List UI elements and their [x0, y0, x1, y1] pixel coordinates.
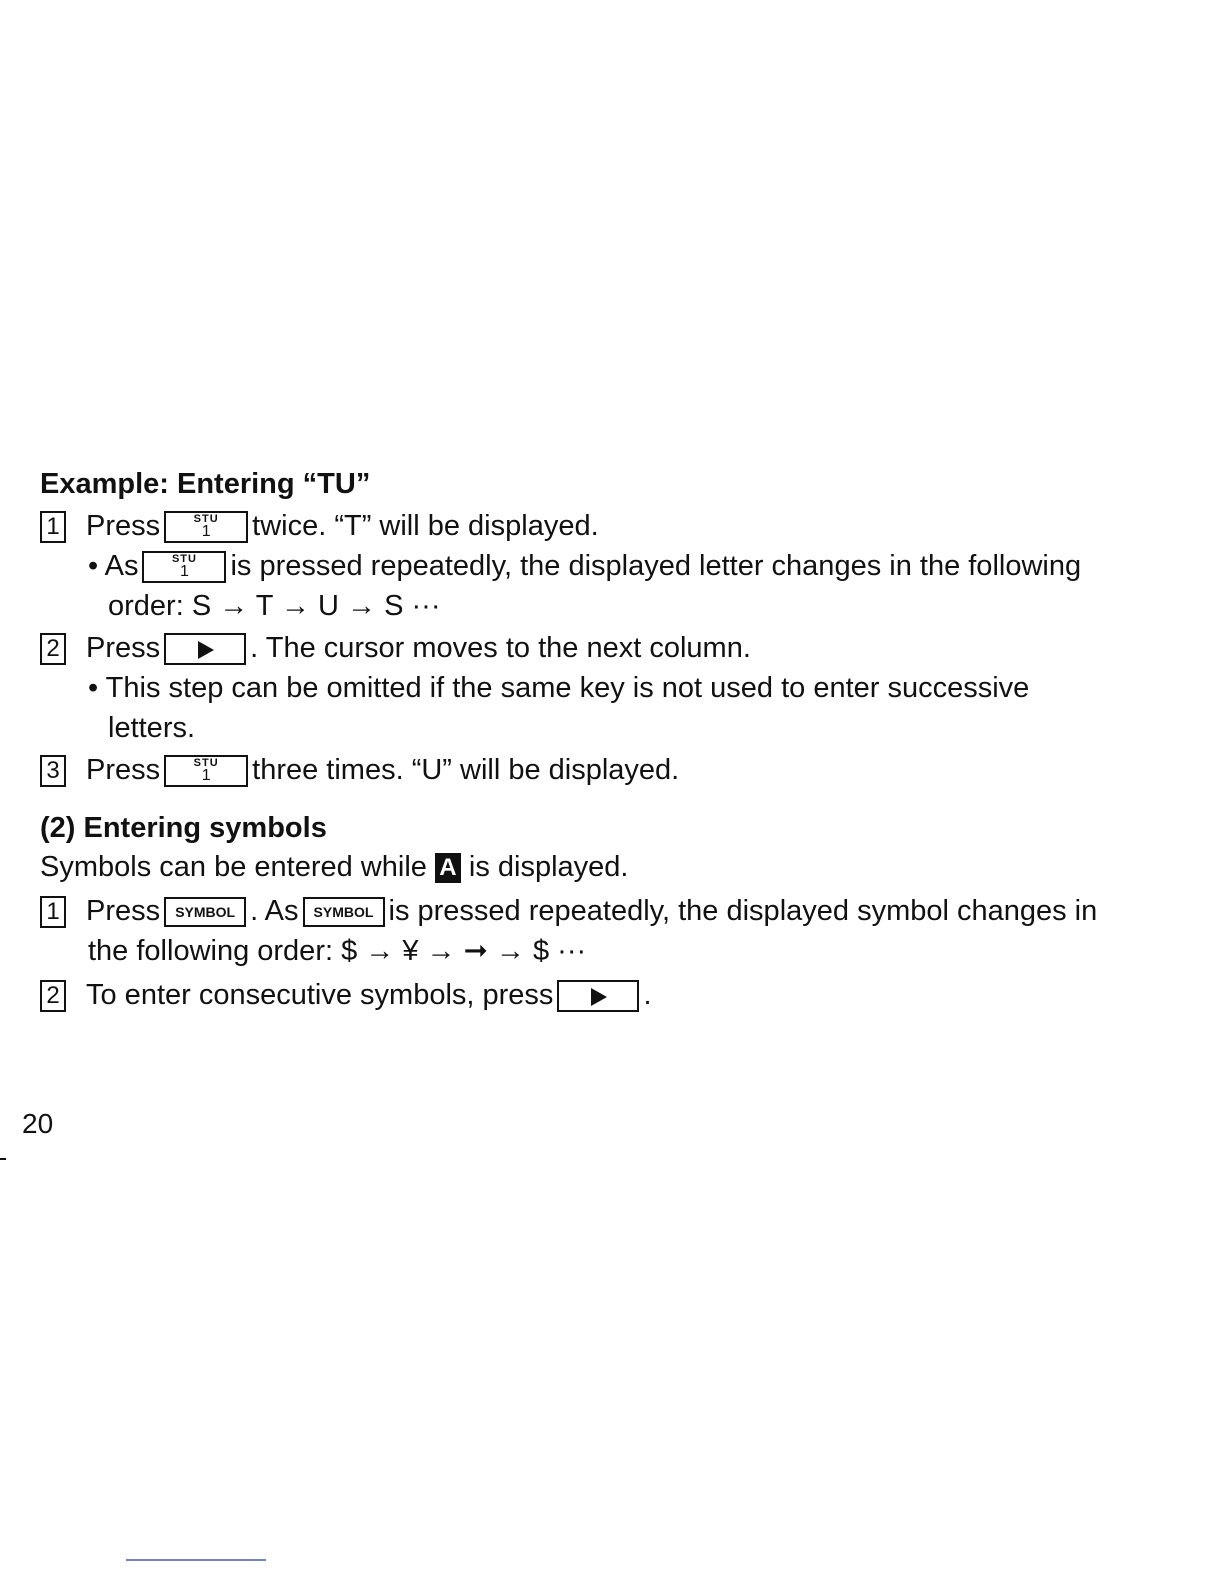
intro-text: is displayed. [468, 851, 629, 883]
step-text: Press [86, 510, 161, 542]
bullet-note-2-continuation: letters. [108, 712, 196, 744]
step-text: twice. “T” will be displayed. [252, 510, 599, 542]
step-text: three times. “U” will be displayed. [252, 754, 680, 786]
step-text: Press [86, 632, 161, 664]
key-label-bottom: 1 [180, 563, 189, 581]
symbols-step-1 [40, 893, 1097, 929]
cursor-right-key [557, 980, 639, 1012]
step-number: 1 [40, 896, 66, 928]
symbol-key: SYMBOL [303, 897, 385, 927]
key-label-top: STU [193, 513, 219, 526]
stu-key [164, 511, 248, 543]
example-heading: Example: Entering “TU” [40, 468, 371, 500]
bullet-note-1-continuation: order: S → T → U → S ··· [108, 590, 441, 622]
right-triangle-icon [591, 988, 607, 1006]
alpha-mode-indicator: A [435, 853, 461, 883]
key-label-top: STU [171, 553, 197, 566]
symbols-intro [40, 849, 628, 885]
example-step-3 [40, 752, 679, 788]
example-step-1 [40, 508, 599, 544]
example-step-2 [40, 630, 751, 666]
step-number: 2 [40, 980, 66, 1012]
right-triangle-icon [198, 641, 214, 659]
key-label-top: STU [193, 757, 219, 770]
step-number: 2 [40, 633, 66, 665]
step-text: is pressed repeatedly, the displayed symbol changes in [388, 895, 1098, 927]
symbols-step-2 [40, 977, 652, 1013]
bullet-note-1 [88, 548, 1081, 584]
stu-key [142, 551, 226, 583]
symbols-section-heading: (2) Entering symbols [40, 812, 327, 844]
step-text: . [643, 979, 652, 1011]
step-text: Press [86, 754, 161, 786]
bullet-text: is pressed repeatedly, the displayed letter changes in the following [230, 550, 1082, 582]
margin-mark [0, 1158, 6, 1160]
symbols-step-1-continuation: the following order: $ → ¥ → ➞ → $ ··· [88, 935, 587, 967]
key-label-bottom: 1 [201, 767, 211, 785]
step-number: 3 [40, 755, 66, 787]
symbol-key: SYMBOL [164, 897, 246, 927]
footer-rule [126, 1559, 266, 1561]
step-text: To enter consecutive symbols, press [86, 979, 554, 1011]
bullet-text: • As [88, 550, 139, 582]
bullet-note-2: • This step can be omitted if the same key is not used to enter successive [88, 672, 1030, 704]
step-text: Press [86, 895, 161, 927]
step-text: . The cursor moves to the next column. [250, 632, 751, 664]
step-text: . As [250, 895, 299, 927]
stu-key [164, 755, 248, 787]
cursor-right-key [164, 633, 246, 665]
page-number: 20 [22, 1108, 54, 1139]
key-label-bottom: 1 [201, 523, 211, 541]
step-number: 1 [40, 511, 66, 543]
intro-text: Symbols can be entered while [40, 851, 427, 883]
